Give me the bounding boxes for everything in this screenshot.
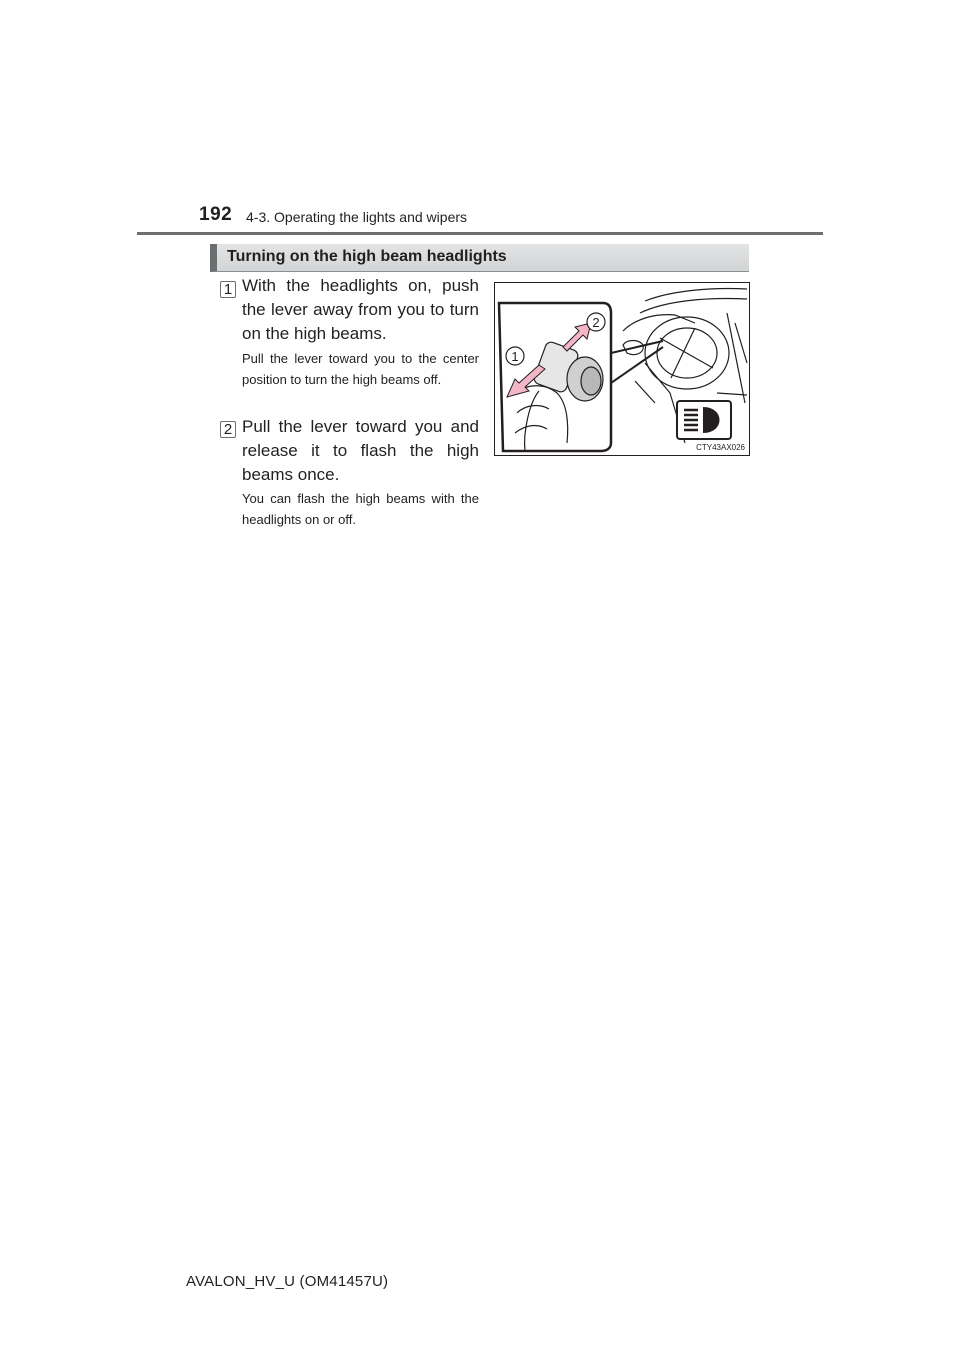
section-title: Turning on the high beam headlights — [227, 248, 507, 265]
svg-text:1: 1 — [511, 349, 519, 364]
footer-model-code: AVALON_HV_U (OM41457U) — [186, 1273, 389, 1290]
headlight-lever-illustration — [494, 282, 750, 456]
step-1-number: 1 — [220, 281, 236, 298]
svg-text:2: 2 — [592, 315, 600, 330]
callout-1 — [506, 347, 524, 365]
step-1-note: Pull the lever toward you to the center position to turn the high beams off. — [242, 351, 479, 387]
header-rule — [137, 232, 823, 235]
step-2-text: Pull the lever toward you and release it to flash the high beams once. — [242, 417, 479, 484]
step-1-text: With the headlights on, push the lever away from you to turn on the high beams. — [242, 276, 479, 343]
section-title-bar — [210, 244, 749, 272]
callout-2 — [587, 313, 605, 331]
step-2-note: You can flash the high beams with the headlights on or off. — [242, 491, 479, 527]
high-beam-indicator-icon — [677, 401, 731, 439]
page-number: 192 — [199, 204, 233, 225]
figure-code: CTY43AX026 — [696, 443, 745, 452]
step-2-number: 2 — [220, 421, 236, 438]
section-path: 4-3. Operating the lights and wipers — [246, 209, 468, 225]
